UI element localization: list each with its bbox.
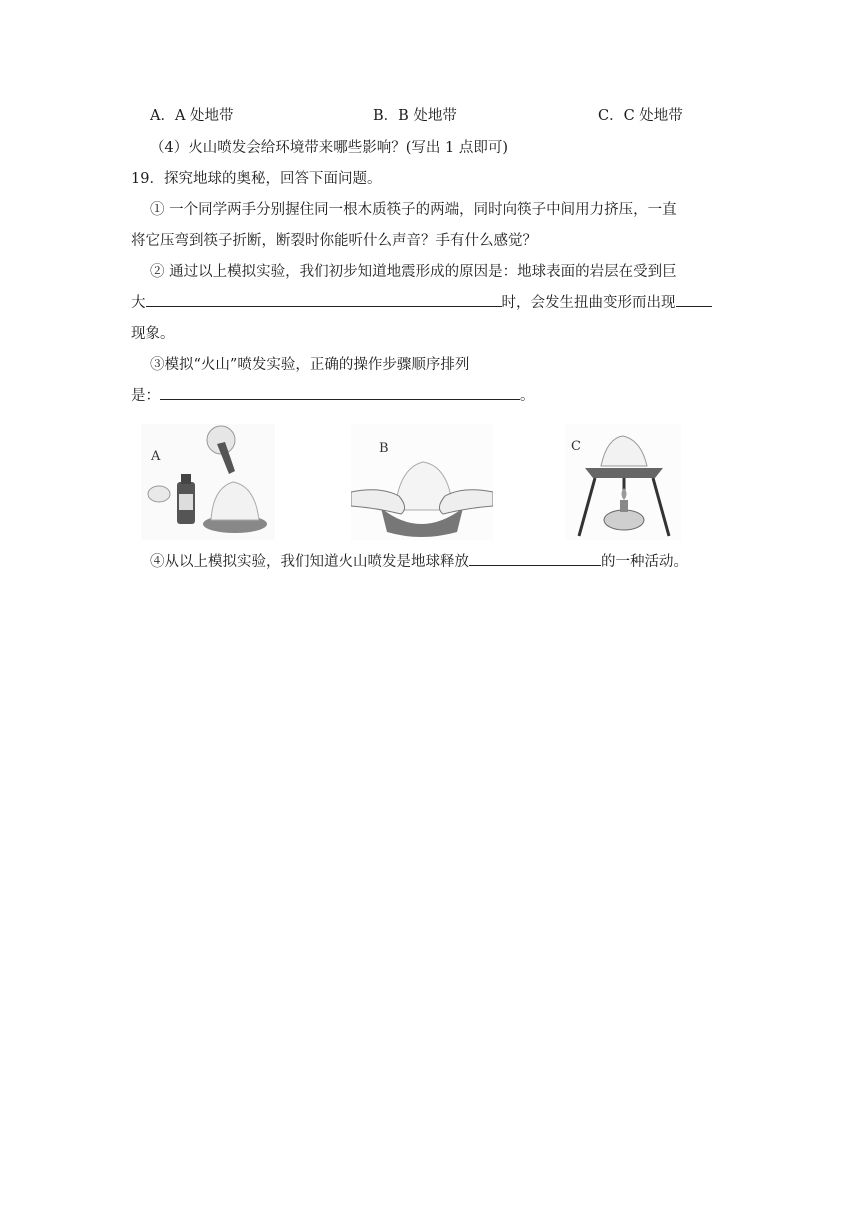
figure-a-label: A — [151, 449, 161, 464]
item-2-line-1: ② 通过以上模拟实验，我们初步知道地震形成的原因是：地球表面的岩层在受到巨 — [150, 264, 677, 280]
item-4-suffix: 的一种活动。 — [601, 554, 688, 570]
item-3-line-1: ③模拟“火山”喷发实验，正确的操作步骤顺序排列 — [150, 357, 470, 373]
item-2-line-2 — [131, 291, 712, 312]
item-2-line-2-middle: 时，会发生扭曲变形而出现 — [501, 295, 676, 311]
question-4: （4）火山喷发会给环境带来哪些影响？(写出 1 点即可) — [150, 140, 508, 156]
option-c: C．C 处地带 — [598, 108, 683, 124]
figure-c-label: C — [571, 439, 581, 454]
item-3-line-2 — [131, 384, 535, 405]
figure-c-heating-stand — [565, 424, 681, 540]
figure-b-shaping-mound — [351, 424, 493, 540]
option-a: A．A 处地带 — [150, 108, 234, 124]
item-3-line-2-prefix: 是： — [131, 388, 160, 404]
option-b: B．B 处地带 — [373, 108, 457, 124]
item-4-prefix: ④从以上模拟实验，我们知道火山喷发是地球释放 — [150, 554, 469, 570]
figure-b-label: B — [379, 441, 389, 456]
answer-blank-force[interactable] — [146, 292, 502, 307]
item-3-line-2-suffix: 。 — [520, 388, 535, 404]
item-2-line-2-prefix: 大 — [131, 295, 146, 311]
answer-blank-phenomenon[interactable] — [676, 292, 712, 307]
figure-a-pouring-vinegar — [141, 424, 275, 540]
item-2-line-3: 现象。 — [131, 326, 175, 342]
item-1-line-1: ① 一个同学两手分别握住同一根木质筷子的两端，同时向筷子中间用力挤压，一直 — [150, 202, 677, 218]
item-4 — [150, 550, 688, 571]
answer-blank-order[interactable] — [160, 385, 520, 400]
question-19-title: 19．探究地球的奥秘，回答下面问题。 — [131, 171, 382, 187]
item-1-line-2: 将它压弯到筷子折断，断裂时你能听什么声音？手有什么感觉？ — [131, 233, 537, 249]
answer-blank-energy[interactable] — [469, 551, 601, 566]
